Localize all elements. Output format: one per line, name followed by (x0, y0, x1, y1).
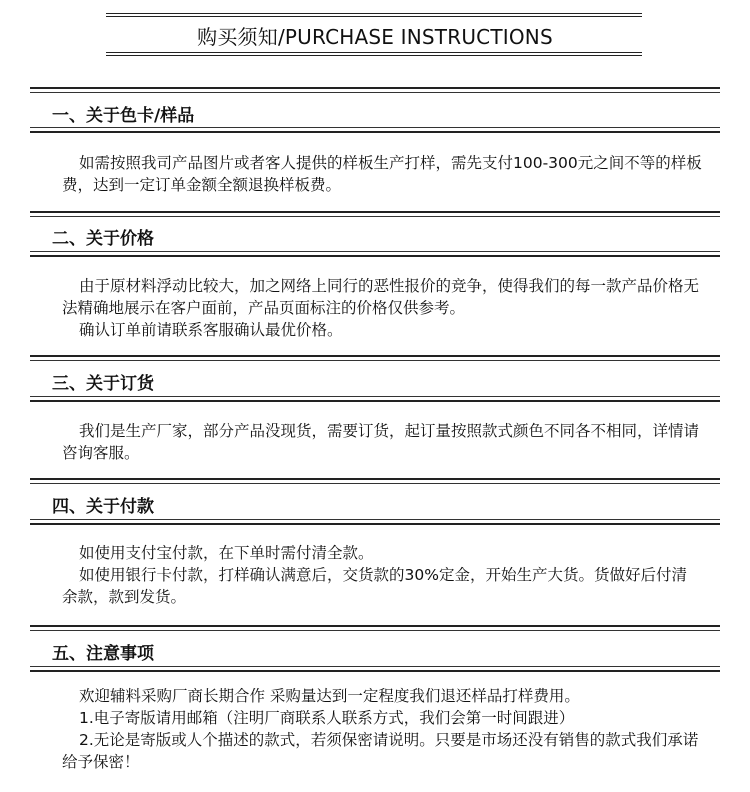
section-rule-top (30, 355, 720, 357)
section-rule-top (30, 87, 720, 89)
section-rule-top (30, 211, 720, 213)
section-rule-bottom-2 (30, 523, 720, 525)
page-header (0, 0, 750, 70)
paragraph: 确认订单前请联系客服确认最优价格。 (79, 321, 343, 339)
section-rule-bottom-2 (30, 670, 720, 672)
section-heading: 三、关于订货 (52, 374, 154, 394)
paragraph: 欢迎辅料采购厂商长期合作 采购量达到一定程度我们退还样品打样费用。 (79, 687, 580, 705)
paragraph: 由于原材料浮动比较大，加之网络上同行的恶性报价的竞争，使得我们的每一款产品价格无法精确地展示在客户面前，产品页面标注的价格仅供参考。 (62, 277, 700, 317)
section-rule-bottom (30, 666, 720, 667)
paragraph: 我们是生产厂家，部分产品没现货，需要订货，起订量按照款式颜色不同各不相同，详情请咨询客服。 (62, 422, 700, 462)
section-rule-bottom (30, 519, 720, 520)
title-rule-top-2 (106, 16, 642, 17)
section-rule-bottom (30, 251, 720, 252)
section-rule-top-2 (30, 360, 720, 361)
title-rule-top-1 (106, 13, 642, 14)
section-heading: 一、关于色卡/样品 (52, 106, 195, 126)
title-rule-bottom-2 (106, 55, 642, 56)
section-rule-top-2 (30, 483, 720, 484)
section-rule-bottom-2 (30, 131, 720, 133)
section-body (62, 275, 702, 341)
paragraph: 2.无论是寄版或人个描述的款式，若须保密请说明。只要是市场还没有销售的款式我们承诺给予保密！ (62, 731, 699, 771)
section-heading: 四、关于付款 (52, 497, 154, 517)
section-heading: 五、注意事项 (52, 644, 154, 664)
title-rule-bottom-1 (106, 52, 642, 53)
section-body (62, 542, 702, 608)
section-heading: 二、关于价格 (52, 229, 154, 249)
paragraph: 如需按照我司产品图片或者客人提供的样板生产打样，需先支付100-300元之间不等的样板费，达到一定订单金额全额退换样板费。 (62, 154, 702, 194)
page-title: 购买须知/PURCHASE INSTRUCTIONS (197, 25, 553, 49)
section-rule-top-2 (30, 92, 720, 93)
section-rule-top (30, 478, 720, 480)
paragraph: 如使用支付宝付款，在下单时需付清全款。 (79, 544, 374, 562)
section-rule-bottom (30, 396, 720, 397)
paragraph: 1.电子寄版请用邮箱（注明厂商联系人联系方式，我们会第一时间跟进） (79, 709, 575, 727)
section-body (62, 420, 702, 464)
section-rule-top-2 (30, 216, 720, 217)
section-body (62, 685, 702, 773)
section-rule-top-2 (30, 630, 720, 631)
section-body (62, 152, 702, 196)
section-rule-bottom (30, 127, 720, 128)
paragraph: 如使用银行卡付款，打样确认满意后，交货款的30%定金，开始生产大货。货做好后付清余款，款到发货。 (62, 566, 687, 606)
section-rule-top (30, 625, 720, 627)
section-rule-bottom-2 (30, 400, 720, 402)
section-rule-bottom-2 (30, 255, 720, 257)
